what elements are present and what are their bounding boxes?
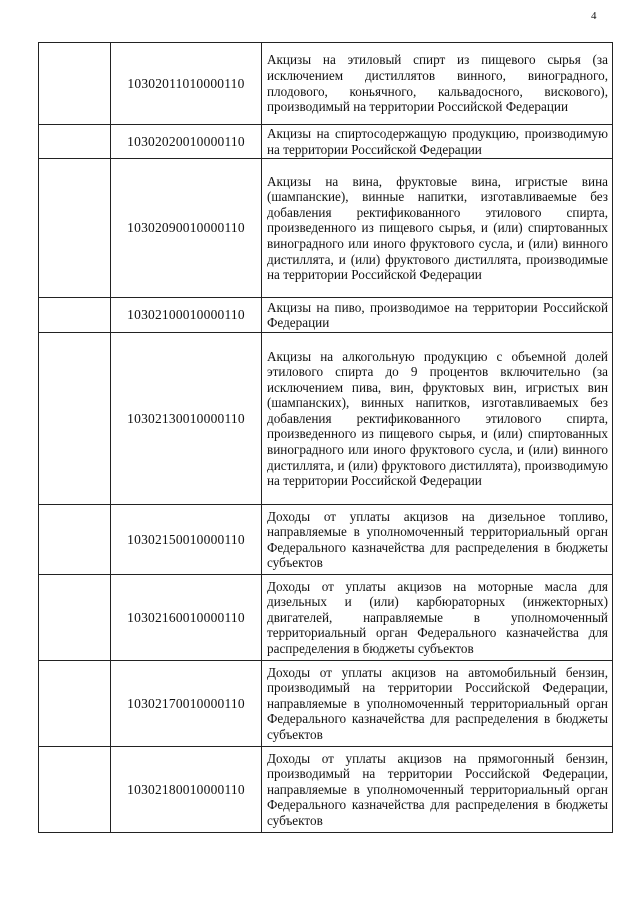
blank-cell [39, 333, 111, 505]
blank-cell [39, 747, 111, 833]
code-description: Доходы от уплаты акцизов на прямогонный бензин, производимый на территории Российской Федерации, направляемые в уполномоченный территориальный орган Федерального казначейства для распределения в бюджеты субъектов [262, 747, 613, 833]
blank-cell [39, 43, 111, 125]
table-row [39, 43, 613, 125]
code-description: Акцизы на алкогольную продукцию с объемной долей этилового спирта до 9 процентов включительно (за исключением пива, вин, фруктовых вин, игристых вин (шампанских), винных напитков, изготавливаемых без добавления ректификованного этилового спирта, произведенного из пищевого сырья, и (или) спиртованных виноградного или иного фруктового сусла, и (или) винного дистиллята, и (или) фруктового дистиллята), производимую на территории Российской Федерации [262, 333, 613, 505]
code-description: Акцизы на этиловый спирт из пищевого сырья (за исключением дистиллятов винного, виноградного, плодового, коньячного, кальвадосного, вискового), производимый на территории Российской Федерации [262, 43, 613, 125]
blank-cell [39, 298, 111, 333]
budget-code: 10302090010000110 [111, 159, 262, 298]
budget-code: 10302020010000110 [111, 125, 262, 159]
budget-code-table [38, 42, 613, 833]
table-row [39, 747, 613, 833]
table-row [39, 575, 613, 661]
table-row [39, 661, 613, 747]
budget-code: 10302130010000110 [111, 333, 262, 505]
budget-code: 10302011010000110 [111, 43, 262, 125]
table-row [39, 159, 613, 298]
blank-cell [39, 505, 111, 575]
page-number: 4 [591, 10, 597, 22]
code-description: Доходы от уплаты акцизов на автомобильный бензин, производимый на территории Российской Федерации, направляемые в уполномоченный территориальный орган Федерального казначейства для распределения в бюджеты субъектов [262, 661, 613, 747]
blank-cell [39, 159, 111, 298]
code-description: Доходы от уплаты акцизов на дизельное топливо, направляемые в уполномоченный территориальный орган Федерального казначейства для распределения в бюджеты субъектов [262, 505, 613, 575]
budget-code: 10302180010000110 [111, 747, 262, 833]
code-description: Доходы от уплаты акцизов на моторные масла для дизельных и (или) карбюраторных (инжекторных) двигателей, направляемые в уполномоченный территориальный орган Федерального казначейства для распределения в бюджеты субъектов [262, 575, 613, 661]
blank-cell [39, 125, 111, 159]
code-description: Акцизы на вина, фруктовые вина, игристые вина (шампанские), винные напитки, изготавливаемые без добавления ректификованного этилового спирта, произведенного из пищевого сырья, и (или) спиртованных виноградного или иного фруктового сусла, и (или) винного дистиллята, и (или) фруктового дистиллята, производимые на территории Российской Федерации [262, 159, 613, 298]
budget-code: 10302100010000110 [111, 298, 262, 333]
blank-cell [39, 575, 111, 661]
table-row [39, 505, 613, 575]
budget-code: 10302170010000110 [111, 661, 262, 747]
blank-cell [39, 661, 111, 747]
budget-code: 10302160010000110 [111, 575, 262, 661]
table-row [39, 298, 613, 333]
budget-code: 10302150010000110 [111, 505, 262, 575]
table-row [39, 333, 613, 505]
code-description: Акцизы на пиво, производимое на территории Российской Федерации [262, 298, 613, 333]
code-description: Акцизы на спиртосодержащую продукцию, производимую на территории Российской Федерации [262, 125, 613, 159]
table-row [39, 125, 613, 159]
